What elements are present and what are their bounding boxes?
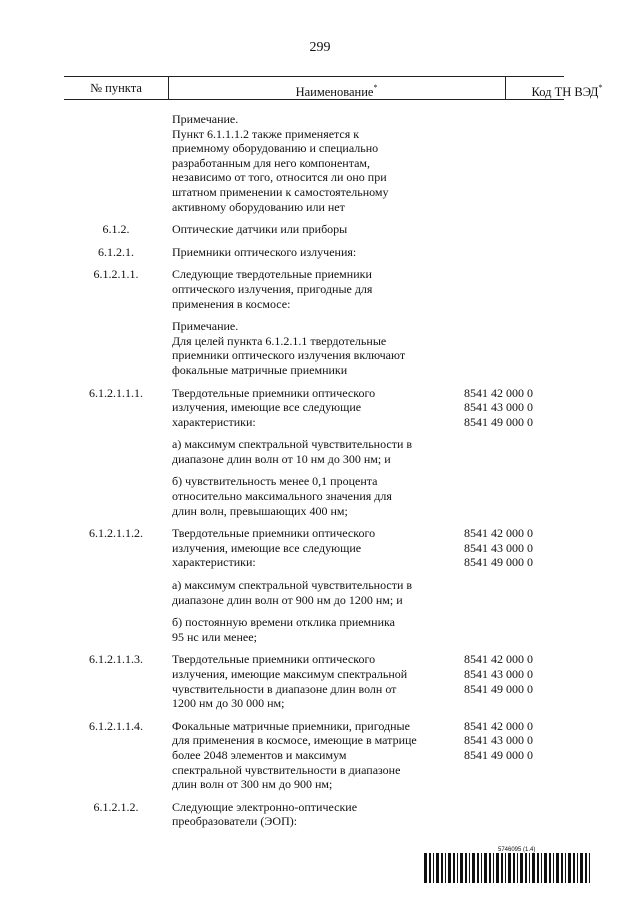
tnved-code: 8541 49 000 0 — [464, 555, 533, 570]
tnved-code: 8541 42 000 0 — [464, 718, 533, 733]
barcode-number: 5746095 (1.4) — [498, 847, 536, 853]
table-row — [64, 386, 564, 430]
item-number: 6.1.2.1. — [98, 244, 134, 259]
item-name-line: штатном применении к самостоятельному — [172, 184, 389, 199]
tnved-code: 8541 43 000 0 — [464, 667, 533, 681]
item-name — [172, 112, 452, 214]
header-name: Наименование* — [168, 77, 506, 99]
item-name — [172, 652, 452, 710]
item-code — [464, 386, 564, 430]
item-name-line: диапазоне длин волн от 10 нм до 300 нм; и — [172, 451, 391, 466]
item-name-line: для применения в космосе, имеющие в матрице — [172, 733, 417, 748]
item-name-line: Оптические датчики или приборы — [172, 222, 348, 237]
table-row — [64, 578, 564, 607]
item-name-line: Пункт 6.1.1.1.2 также применяется к — [172, 126, 360, 141]
item-name — [172, 578, 452, 607]
item-number: 6.1.2.1.1.4. — [89, 718, 143, 733]
item-name-line: преобразователи (ЭОП): — [172, 814, 298, 829]
item-name-line: излучения, имеющие все следующие — [172, 540, 362, 555]
item-name-line: оптического излучения, пригодные для — [172, 281, 373, 296]
item-name-line: а) максимум спектральной чувствительности в — [172, 437, 413, 452]
table-row — [64, 245, 564, 260]
tnved-code: 8541 43 000 0 — [464, 733, 533, 748]
page-number: 299 — [309, 40, 331, 55]
item-number: 6.1.2.1.2. — [93, 799, 139, 814]
item-name-line: Следующие твердотельные приемники — [172, 267, 372, 282]
item-name-line: Приемники оптического излучения: — [172, 244, 357, 259]
item-code — [464, 652, 564, 696]
table-row — [64, 652, 564, 710]
item-name-line: а) максимум спектральной чувствительности в — [172, 578, 413, 593]
item-name — [172, 526, 452, 570]
item-name — [172, 437, 452, 466]
item-name-line: чувствительности в диапазоне длин волн от — [172, 681, 397, 696]
item-number: 6.1.2.1.1. — [93, 267, 139, 282]
item-name — [172, 222, 452, 237]
item-name-line: Примечание. — [172, 319, 239, 334]
table-body — [64, 112, 564, 837]
table-row — [64, 719, 564, 792]
header-item-number: № пункта — [64, 77, 169, 99]
table-row — [64, 112, 564, 214]
item-name — [172, 719, 452, 792]
item-name-line: длин волн, превышающих 400 нм; — [172, 503, 348, 518]
table-header — [64, 76, 603, 100]
tnved-code: 8541 49 000 0 — [464, 747, 533, 762]
item-name-line: Следующие электронно-оптические — [172, 799, 358, 814]
item-name-line: приемному оборудованию и специально — [172, 141, 379, 156]
table-row — [64, 800, 564, 829]
table-row — [64, 267, 564, 311]
item-name — [172, 615, 452, 644]
item-name-line: относительно максимального значения для — [172, 489, 392, 504]
table-row — [64, 526, 564, 570]
item-name-line: разработанным для него компонентам, — [172, 155, 371, 170]
table-row — [64, 437, 564, 466]
tnved-code: 8541 43 000 0 — [464, 400, 533, 415]
item-name-line: излучения, имеющие все следующие — [172, 400, 362, 415]
item-name-line: более 2048 элементов и максимум — [172, 747, 347, 762]
item-name — [172, 319, 452, 377]
item-name — [172, 474, 452, 518]
item-name — [172, 267, 452, 311]
tnved-code: 8541 49 000 0 — [464, 414, 533, 429]
item-name — [172, 245, 452, 260]
item-name-line: излучения, имеющие максимум спектральной — [172, 667, 408, 681]
item-name-line: активному оборудованию или нет — [172, 199, 345, 214]
item-name-line: Для целей пункта 6.1.2.1.1 твердотельные — [172, 333, 387, 348]
item-name-line: Твердотельные приемники оптического — [172, 526, 376, 541]
barcode-icon — [424, 853, 590, 883]
tnved-code: 8541 42 000 0 — [464, 652, 533, 667]
item-name-line: спектральной чувствительности в диапазоне — [172, 762, 401, 777]
tnved-code: 8541 42 000 0 — [464, 385, 533, 400]
table-row — [64, 222, 564, 237]
item-number: 6.1.2.1.1.1. — [89, 385, 143, 400]
item-number: 6.1.2.1.1.2. — [89, 526, 143, 541]
item-code — [464, 719, 564, 763]
item-number: 6.1.2. — [102, 222, 130, 237]
table-row — [64, 615, 564, 644]
item-name-line: приемники оптического излучения включают — [172, 348, 406, 363]
item-name-line: б) постоянную времени отклика приемника — [172, 615, 395, 630]
item-name-line: диапазоне длин волн от 900 нм до 1200 нм; и — [172, 592, 403, 607]
item-name-line: 1200 нм до 30 000 нм; — [172, 696, 285, 711]
item-name-line: Примечание. — [172, 112, 239, 126]
tnved-code: 8541 42 000 0 — [464, 526, 533, 541]
item-name-line: характеристики: — [172, 555, 256, 570]
item-name-line: б) чувствительность менее 0,1 процента — [172, 474, 378, 489]
tnved-code: 8541 49 000 0 — [464, 681, 533, 696]
item-name-line: характеристики: — [172, 414, 256, 429]
item-name-line: 95 нс или менее; — [172, 629, 257, 644]
table-row — [64, 474, 564, 518]
table-row — [64, 319, 564, 377]
item-name-line: длин волн от 300 нм до 900 нм; — [172, 777, 333, 792]
header-code: Код ТН ВЭД* — [531, 83, 603, 99]
item-name-line: применения в космосе: — [172, 296, 291, 311]
item-name-line: независимо от того, относится ли оно при — [172, 170, 387, 185]
item-name-line: Твердотельные приемники оптического — [172, 385, 376, 400]
item-code — [464, 526, 564, 570]
item-name — [172, 386, 452, 430]
item-number: 6.1.2.1.1.3. — [89, 652, 143, 667]
item-name-line: Фокальные матричные приемники, пригодные — [172, 718, 410, 733]
tnved-code: 8541 43 000 0 — [464, 540, 533, 555]
item-name — [172, 800, 452, 829]
item-name-line: фокальные матричные приемники — [172, 362, 348, 377]
item-name-line: Твердотельные приемники оптического — [172, 652, 376, 667]
